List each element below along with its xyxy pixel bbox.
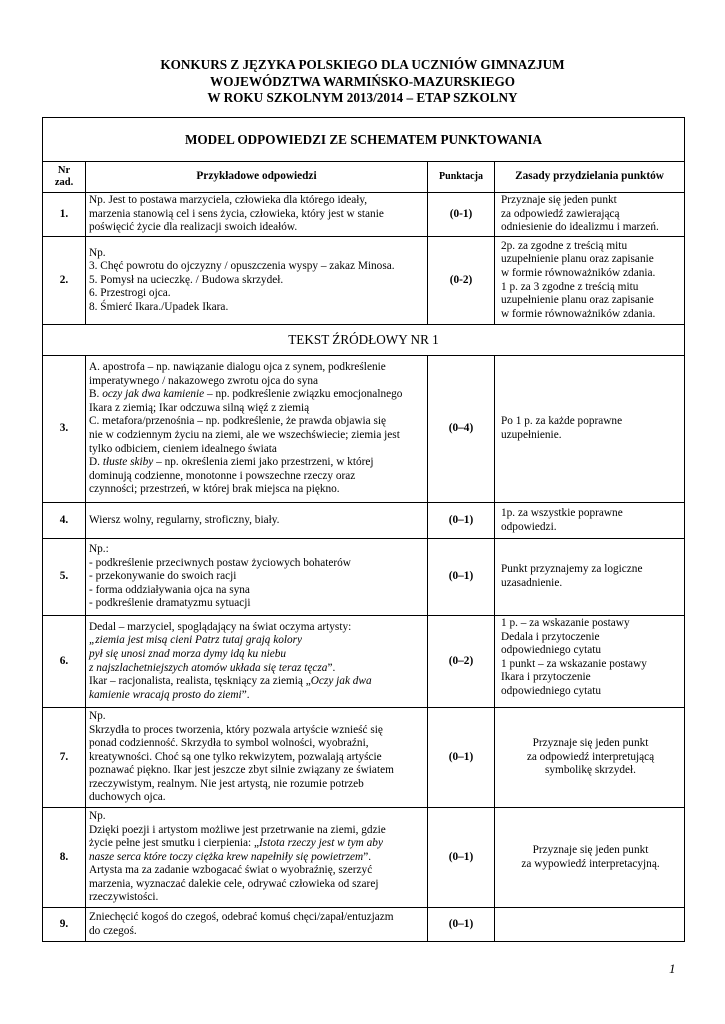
answer-cell: Np. 3. Chęć powrotu do ojczyzny / opuszczenia wyspy – zakaz Minosa. 5. Pomysł na ucieczkę. / Budowa skrzydeł. 6. Przestrogi ojca. 8. Śmierć Ikara./Upadek Ikara. [86, 237, 428, 325]
rules-cell: Punkt przyznajemy za logiczne uzasadnienie. [495, 539, 685, 616]
rules-cell: Przyznaje się jeden punkt za wypowiedź interpretacyjną. [495, 808, 685, 908]
points-cell: (0–4) [428, 356, 495, 503]
answer-cell: Np. Skrzydła to proces tworzenia, który pozwala artyście wznieść się ponad codzienność. Skrzydła to symbol wolności, wyobraźni, kreatywności. Choć są one tylko rekwizytem, pozwalają artyście poznawać piękno. Ikar jest jeszcze zbyt silnie związany ze światem rzeczywistym, realnym. Nie jest artystą, nie rozumie potrzeb duchowych ojca. [86, 708, 428, 808]
task-number: 7. [43, 708, 86, 808]
points-cell: (0–1) [428, 808, 495, 908]
answer-cell: Dedal – marzyciel, spoglądający na świat oczyma artysty: „ziemia jest misą cieni Patrz tutaj grają kolory pył się unosi znad morza dymy idą ku niebu z najszlachetniejszych atomów układa się teraz tęcza”. Ikar – racjonalista, realista, tęskniący za ziemią „Oczy jak dwa kamienie wracają prosto do ziemi”. [86, 616, 428, 708]
column-header-points: Punktacja [428, 162, 495, 193]
header-line-3: W ROKU SZKOLNYM 2013/2014 – ETAP SZKOLNY [207, 90, 518, 105]
task-number: 5. [43, 539, 86, 616]
table-title: MODEL ODPOWIEDZI ZE SCHEMATEM PUNKTOWANIA [43, 118, 685, 162]
points-cell: (0-2) [428, 237, 495, 325]
table-row [43, 503, 685, 539]
rules-cell [495, 908, 685, 942]
table-row [43, 808, 685, 908]
header-line-1: KONKURS Z JĘZYKA POLSKIEGO DLA UCZNIÓW GIMNAZJUM [160, 57, 565, 72]
task-number: 9. [43, 908, 86, 942]
answer-cell: Wiersz wolny, regularny, stroficzny, biały. [86, 503, 428, 539]
answer-cell: Np. Jest to postawa marzyciela, człowieka dla którego ideały, marzenia stanowią cel i sens życia, człowieka, który jest w stanie poświęcić życie dla realizacji swoich ideałów. [86, 193, 428, 237]
answer-cell: A. apostrofa – np. nawiązanie dialogu ojca z synem, podkreślenie imperatywnego / nakazowego zwrotu ojca do syna B. oczy jak dwa kamienie – np. podkreślenie związku emocjonalnego Ikara z ziemią; Ikar odczuwa silną więź z ziemią C. metafora/przenośnia – np. podkreślenie, że prawda objawia się nie w codziennym życiu na ziemi, ale we wszechświecie; ziemia jest tylko odbiciem, cieniem idealnego świata D. tłuste skiby – np. określenia ziemi jako przestrzeni, w której dominują codzienne, monotonne i powszechne rzeczy oraz czynności; przestrzeń, w której brak miejsca na piękno. [86, 356, 428, 503]
table-header-row [43, 162, 685, 193]
task-number: 2. [43, 237, 86, 325]
points-cell: (0–1) [428, 503, 495, 539]
rules-cell: Przyznaje się jeden punkt za odpowiedź interpretującą symbolikę skrzydeł. [495, 708, 685, 808]
points-cell: (0–1) [428, 908, 495, 942]
page-number: 1 [669, 961, 676, 976]
column-header-rules: Zasady przydzielania punktów [495, 162, 685, 193]
points-cell: (0–1) [428, 708, 495, 808]
answer-cell: Np. Dzięki poezji i artystom możliwe jest przetrwanie na ziemi, gdzie życie pełne jest smutku i cierpienia: „Istota rzeczy jest w tym aby nasze serca które toczy ciężka krew napełniły się powietrzem”. Artysta ma za zadanie wzbogacać świat o wyobraźnię, szerzyć marzenia, wyznaczać dalekie cele, odrywać człowieka od szarej rzeczywistości. [86, 808, 428, 908]
task-number: 4. [43, 503, 86, 539]
rules-cell: Po 1 p. za każde poprawne uzupełnienie. [495, 356, 685, 503]
rules-cell: 2p. za zgodne z treścią mitu uzupełnienie planu oraz zapisanie w formie równoważników zdania. 1 p. za 3 zgodne z treścią mitu uzupełnienie planu oraz zapisanie w formie równoważników zdania. [495, 237, 685, 325]
rules-cell: 1 p. – za wskazanie postawy Dedala i przytoczenie odpowiedniego cytatu 1 punkt – za wskazanie postawy Ikara i przytoczenie odpowiedniego cytatu [495, 616, 685, 708]
section-heading: TEKST ŹRÓDŁOWY NR 1 [43, 325, 685, 356]
header-line-2: WOJEWÓDZTWA WARMIŃSKO-MAZURSKIEGO [210, 73, 515, 89]
table-row [43, 708, 685, 808]
table-row [43, 193, 685, 237]
task-number: 8. [43, 808, 86, 908]
scoring-table [42, 117, 685, 942]
points-cell: (0–2) [428, 616, 495, 708]
table-row [43, 908, 685, 942]
task-number: 6. [43, 616, 86, 708]
table-row [43, 616, 685, 708]
points-cell: (0-1) [428, 193, 495, 237]
answer-cell: Np.: - podkreślenie przeciwnych postaw życiowych bohaterów - przekonywanie do swoich racji - forma oddziaływania ojca na syna - podkreślenie dramatyzmu sytuacji [86, 539, 428, 616]
task-number: 1. [43, 193, 86, 237]
rules-cell: 1p. za wszystkie poprawne odpowiedzi. [495, 503, 685, 539]
points-cell: (0–1) [428, 539, 495, 616]
column-header-nr: Nr zad. [43, 162, 86, 193]
task-number: 3. [43, 356, 86, 503]
table-row [43, 356, 685, 503]
rules-cell: Przyznaje się jeden punkt za odpowiedź zawierającą odniesienie do idealizmu i marzeń. [495, 193, 685, 237]
table-row [43, 237, 685, 325]
document-header [0, 57, 725, 107]
column-header-answers: Przykładowe odpowiedzi [86, 162, 428, 193]
answer-cell: Zniechęcić kogoś do czegoś, odebrać komuś chęci/zapał/entuzjazm do czegoś. [86, 908, 428, 942]
table-row [43, 539, 685, 616]
